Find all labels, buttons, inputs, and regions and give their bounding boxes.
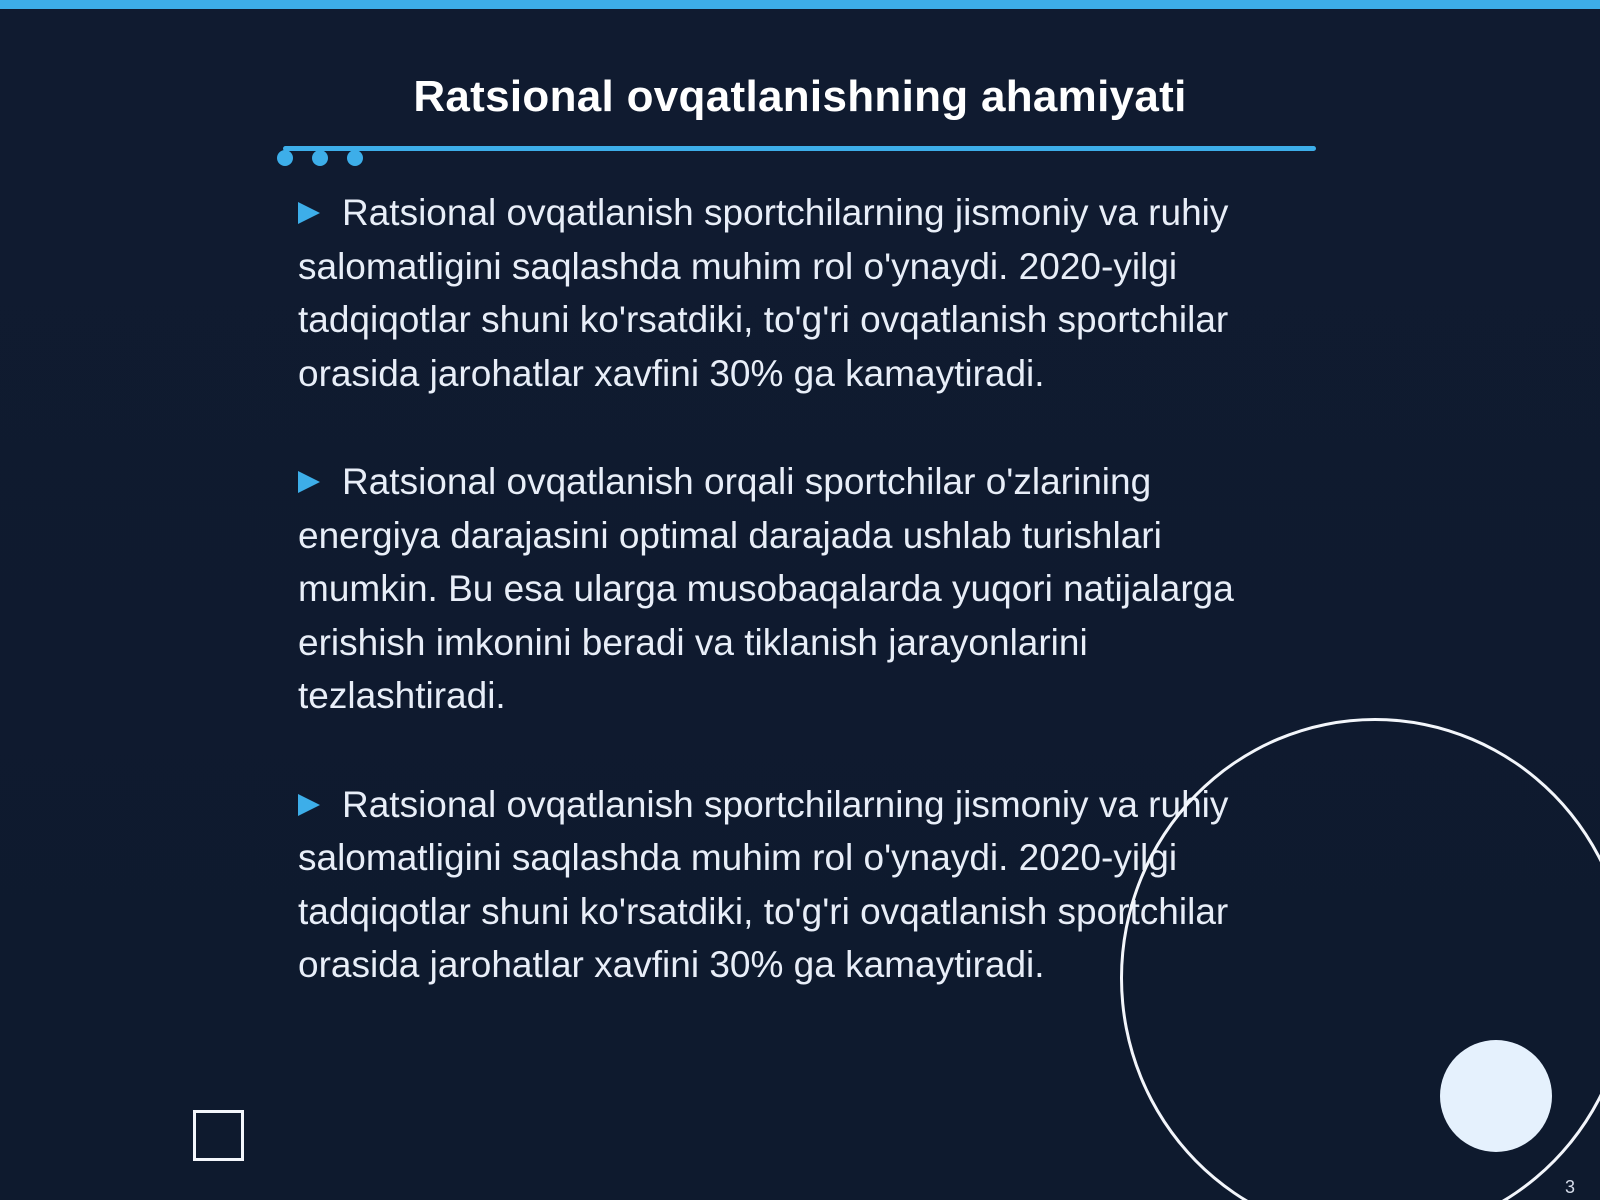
decor-dot-1	[277, 150, 293, 166]
decor-square-outline	[193, 1110, 244, 1161]
slide-title: Ratsional ovqatlanishning ahamiyati	[413, 72, 1187, 121]
bullet-list	[298, 186, 1268, 1047]
decor-dot-2	[312, 150, 328, 166]
triangle-bullet-icon	[298, 202, 320, 224]
decor-dot-3	[347, 150, 363, 166]
top-accent-bar	[0, 0, 1600, 9]
bullet-text: Ratsional ovqatlanish sportchilarning jismoniy va ruhiy salomatligini saqlashda muhim rol o'ynaydi. 2020-yilgi tadqiqotlar shuni ko'rsatdiki, to'g'ri ovqatlanish sportchilar orasida jarohatlar xavfini 30% ga kamaytiradi.	[298, 192, 1229, 394]
bullet-text: Ratsional ovqatlanish orqali sportchilar o'zlarining energiya darajasini optimal darajada ushlab turishlari mumkin. Bu esa ularga musobaqalarda yuqori natijalarga erishish imkonini beradi va tiklanish jarayonlarini tezlashtiradi.	[298, 461, 1234, 716]
triangle-bullet-icon	[298, 794, 320, 816]
bullet-item	[298, 186, 1268, 400]
decor-circle-filled	[1440, 1040, 1552, 1152]
triangle-bullet-icon	[298, 471, 320, 493]
page-number: 3	[1564, 1177, 1575, 1197]
bullet-item	[298, 455, 1268, 723]
bullet-text: Ratsional ovqatlanish sportchilarning jismoniy va ruhiy salomatligini saqlashda muhim rol o'ynaydi. 2020-yilgi tadqiqotlar shuni ko'rsatdiki, to'g'ri ovqatlanish sportchilar orasida jarohatlar xavfini 30% ga kamaytiradi.	[298, 783, 1229, 985]
title-underline	[283, 146, 1316, 151]
